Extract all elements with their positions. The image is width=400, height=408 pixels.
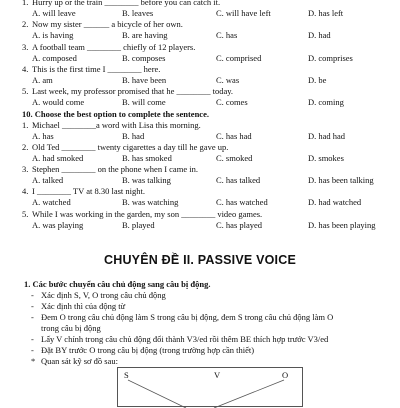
option-c[interactable]: C. has [216, 30, 238, 40]
step-item: - Đặt BY trước O trong câu bị động (trong trường hợp cần thiết) [31, 345, 255, 355]
option-d[interactable]: D. be [308, 75, 327, 85]
option-a[interactable]: A. watched [32, 197, 71, 207]
option-b[interactable]: B. are having [122, 30, 168, 40]
option-d[interactable]: D. had watched [308, 197, 362, 207]
option-c[interactable]: C. comes [216, 97, 248, 107]
option-d[interactable]: D. had [308, 30, 331, 40]
option-a[interactable]: A. will leave [32, 8, 76, 18]
section-heading: 10. Choose the best option to complete the sentence. [22, 109, 209, 119]
question-stem: 3. A football team ________ chiefly of 12 players. [22, 42, 196, 52]
diagram-note: * Quan sát kỹ sơ đồ sau: [31, 356, 118, 366]
option-a[interactable]: A. composed [32, 53, 77, 63]
question-stem: 1. Michael ________a word with Lisa this morning. [22, 120, 201, 130]
option-b[interactable]: B. composes [122, 53, 166, 63]
option-d[interactable]: D. comprises [308, 53, 353, 63]
option-a[interactable]: A. am [32, 75, 53, 85]
option-d[interactable]: D. smokes [308, 153, 344, 163]
question-stem: 1. Hurry up or the train ________ before you can catch it. [22, 0, 221, 7]
question-stem: 3. Stephen ________ on the phone when I came in. [22, 164, 198, 174]
step-item-continued: trong câu bị động [41, 323, 101, 333]
option-b[interactable]: B. was watching [122, 197, 179, 207]
option-c[interactable]: C. will have left [216, 8, 271, 18]
option-c[interactable]: C. was [216, 75, 240, 85]
option-c[interactable]: C. has watched [216, 197, 268, 207]
option-b[interactable]: B. played [122, 220, 155, 230]
option-b[interactable]: B. was talking [122, 175, 171, 185]
question-stem: 2. Now my sister ______ a bicycle of her own. [22, 19, 183, 29]
option-d[interactable]: D. has been talking [308, 175, 374, 185]
step-item: - Đem O trong câu chủ động làm S trong câu bị động, đem S trong câu chủ động làm O [31, 312, 334, 322]
option-c[interactable]: C. comprised [216, 53, 262, 63]
step-item: - Lấy V chính trong câu chủ động đổi thành V3/ed rồi thêm BE thích hợp trước V3/ed [31, 334, 329, 344]
step-item: - Xác định thì của động từ [31, 301, 126, 311]
chapter-title: CHUYÊN ĐỀ II. PASSIVE VOICE [103, 253, 296, 267]
option-d[interactable]: D. has been playing [308, 220, 376, 230]
diagram-arrows [118, 368, 304, 408]
option-b[interactable]: B. have been [122, 75, 167, 85]
option-a[interactable]: A. was playing [32, 220, 84, 230]
option-a[interactable]: A. talked [32, 175, 64, 185]
svo-diagram [117, 367, 303, 407]
step-item: - Xác định S, V, O trong câu chủ động [31, 290, 166, 300]
diagram-label-v: V [214, 370, 221, 380]
diagram-label-o: O [282, 370, 289, 380]
steps-heading: 1. Các bước chuyển câu chủ động sang câu bị động. [24, 279, 211, 289]
option-c[interactable]: C. has played [216, 220, 263, 230]
option-a[interactable]: A. had smoked [32, 153, 84, 163]
option-a[interactable]: A. has [32, 131, 54, 141]
question-stem: 5. Last week, my professor promised that he ________ today. [22, 86, 234, 96]
question-stem: 4. This is the first time I ________ here. [22, 64, 161, 74]
option-a[interactable]: A. would come [32, 97, 85, 107]
option-c[interactable]: C. has had [216, 131, 252, 141]
question-stem: 5. While I was working in the garden, my son ________ video games. [22, 209, 263, 219]
option-d[interactable]: D. coming [308, 97, 344, 107]
question-stem: 4. I ________ TV at 8.30 last night. [22, 186, 146, 196]
option-c[interactable]: C. smoked [216, 153, 253, 163]
option-b[interactable]: B. had [122, 131, 145, 141]
diagram-label-s: S [124, 370, 129, 380]
option-a[interactable]: A. is having [32, 30, 74, 40]
question-stem: 2. Old Ted ________ twenty cigarettes a day till he gave up. [22, 142, 229, 152]
option-d[interactable]: D. had had [308, 131, 346, 141]
option-b[interactable]: B. has smoked [122, 153, 172, 163]
option-b[interactable]: B. will come [122, 97, 166, 107]
option-b[interactable]: B. leaves [122, 8, 154, 18]
option-d[interactable]: D. has left [308, 8, 344, 18]
option-c[interactable]: C. has talked [216, 175, 261, 185]
